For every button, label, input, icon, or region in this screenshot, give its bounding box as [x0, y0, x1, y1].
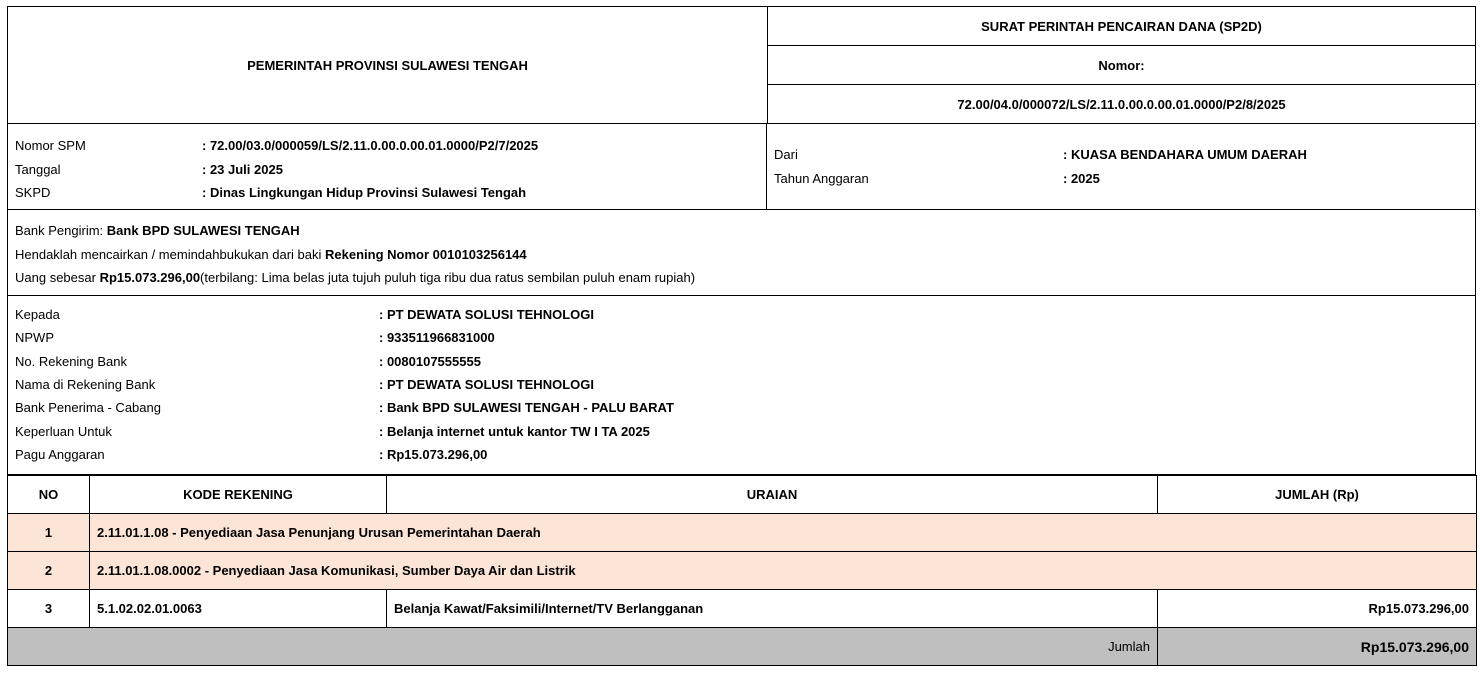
jumlah-value: Rp15.073.296,00	[1158, 590, 1477, 628]
bank-pengirim-line	[15, 219, 1468, 243]
column-header-no: NO	[8, 476, 90, 514]
recipient-value: : PT DEWATA SOLUSI TEHNOLOGI	[379, 307, 594, 323]
instruksi-line	[15, 243, 1468, 267]
document-title-block	[768, 7, 1475, 123]
uraian-text: Belanja Kawat/Faksimili/Internet/TV Berlangganan	[387, 590, 1158, 628]
total-row	[8, 628, 1477, 666]
sp2d-document	[7, 6, 1476, 666]
rekening-nomor: Rekening Nomor 0010103256144	[325, 246, 527, 262]
table-header-row	[8, 476, 1477, 514]
total-label: Jumlah	[8, 628, 1158, 666]
skpd-value: : Dinas Lingkungan Hidup Provinsi Sulawesi Tengah	[202, 185, 527, 201]
pagu-row	[15, 443, 1468, 466]
uang-line	[15, 266, 1468, 290]
column-header-kode: KODE REKENING	[90, 476, 387, 514]
skpd-label: SKPD	[15, 185, 51, 201]
rekening-value: : 0080107555555	[379, 353, 481, 369]
spm-section	[7, 124, 1476, 210]
document-header	[7, 6, 1476, 124]
spm-details	[8, 124, 767, 209]
nama-rekening-row	[15, 373, 1468, 396]
nomor-spm-value: : 72.00/03.0/000059/LS/2.11.0.00.0.00.01.0000/P2/7/2025	[202, 138, 539, 154]
nomor-label: Nomor:	[768, 45, 1475, 84]
npwp-row	[15, 326, 1468, 349]
rekening-table	[7, 475, 1477, 666]
bank-section	[7, 210, 1476, 296]
nama-rekening-label: Nama di Rekening Bank	[15, 377, 156, 393]
recipient-section	[7, 296, 1476, 475]
skpd-row	[15, 181, 759, 205]
tahun-label: Tahun Anggaran	[774, 170, 869, 186]
pagu-label: Pagu Anggaran	[15, 446, 105, 462]
table-row	[8, 552, 1477, 590]
keperluan-row	[15, 419, 1468, 442]
npwp-value: : 933511966831000	[379, 330, 495, 346]
bank-pengirim-label: Bank Pengirim:	[15, 223, 104, 239]
row-number: 1	[8, 514, 90, 552]
document-title: SURAT PERINTAH PENCAIRAN DANA (SP2D)	[981, 18, 1262, 34]
instruksi-text: Hendaklah mencairkan / memindahbukukan dari baki	[15, 246, 322, 262]
table-row	[8, 590, 1477, 628]
nomor-spm-label: Nomor SPM	[15, 138, 86, 154]
source-details	[767, 124, 1475, 209]
dari-label: Dari	[774, 147, 798, 163]
dari-row	[774, 143, 1468, 167]
nomor-value: 72.00/04.0/000072/LS/2.11.0.00.0.00.01.0000/P2/8/2025	[768, 84, 1475, 123]
pagu-value: : Rp15.073.296,00	[379, 446, 488, 462]
rekening-row	[15, 350, 1468, 373]
uang-terbilang: (terbilang: Lima belas juta tujuh puluh tiga ribu dua ratus sembilan puluh enam rupiah)	[200, 270, 696, 286]
uang-amount: Rp15.073.296,00	[99, 270, 201, 286]
bank-penerima-row	[15, 396, 1468, 419]
bank-pengirim-value: Bank BPD SULAWESI TENGAH	[106, 223, 300, 239]
nomor-spm-row	[15, 134, 759, 158]
government-title: PEMERINTAH PROVINSI SULAWESI TENGAH	[8, 7, 768, 123]
recipient-row	[15, 303, 1468, 326]
row-number: 2	[8, 552, 90, 590]
uang-label: Uang sebesar	[15, 270, 96, 286]
recipient-label: Kepada	[15, 307, 60, 323]
tanggal-value: : 23 Juli 2025	[202, 161, 283, 177]
column-header-uraian: URAIAN	[387, 476, 1158, 514]
table-row	[8, 514, 1477, 552]
row-number: 3	[8, 590, 90, 628]
tanggal-label: Tanggal	[15, 161, 61, 177]
tahun-value: : 2025	[1063, 170, 1100, 186]
tahun-row	[774, 167, 1468, 191]
bank-penerima-label: Bank Penerima - Cabang	[15, 400, 161, 416]
dari-value: : KUASA BENDAHARA UMUM DAERAH	[1063, 147, 1307, 163]
keperluan-value: : Belanja internet untuk kantor TW I TA 2025	[379, 423, 650, 439]
bank-penerima-value: : Bank BPD SULAWESI TENGAH - PALU BARAT	[379, 400, 674, 416]
total-value: Rp15.073.296,00	[1158, 628, 1477, 666]
tanggal-row	[15, 158, 759, 182]
program-text: 2.11.01.1.08 - Penyediaan Jasa Penunjang Urusan Pemerintahan Daerah	[90, 514, 1477, 552]
keperluan-label: Keperluan Untuk	[15, 423, 112, 439]
nama-rekening-value: : PT DEWATA SOLUSI TEHNOLOGI	[379, 377, 594, 393]
column-header-jumlah: JUMLAH (Rp)	[1158, 476, 1477, 514]
npwp-label: NPWP	[15, 330, 54, 346]
rekening-label: No. Rekening Bank	[15, 353, 128, 369]
kode-rekening: 5.1.02.02.01.0063	[90, 590, 387, 628]
kegiatan-text: 2.11.01.1.08.0002 - Penyediaan Jasa Komunikasi, Sumber Daya Air dan Listrik	[90, 552, 1477, 590]
